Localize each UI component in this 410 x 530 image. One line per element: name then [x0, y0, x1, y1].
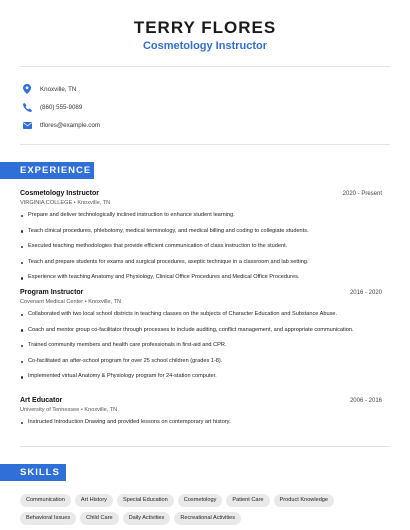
job-location: Knoxville, TN [88, 299, 122, 305]
job-bullet: Instructed Introduction Drawing and provided lessons on contemporary art history. [20, 419, 382, 427]
contact-phone [22, 100, 82, 114]
location-pin-icon [22, 84, 32, 94]
skill-pill: Special Education [117, 494, 174, 507]
job-bullet: Implemented virtual Anatomy & Physiology program for 24-station computer. [20, 373, 382, 381]
job-bullet: Teach clinical procedures, phlebotomy, medical terminology, and medical billing and coding to collegiate students. [20, 228, 382, 236]
skill-pill: Art History [75, 494, 113, 507]
job-bullet: Collaborated with two local school districts in teaching classes on the subjects of Character Education and Substance Abuse. [20, 311, 382, 319]
job-org: Covenant Medical Center [20, 299, 84, 305]
contact-email-text[interactable]: tflores@example.com [40, 121, 100, 129]
skill-pill: Recreational Activities [174, 512, 241, 525]
job-dates: 2020 - Present [342, 191, 382, 197]
separator-dot: • [73, 200, 78, 206]
skill-pill: Behavioral Issues [20, 512, 76, 525]
job-title: Cosmetology Instructor [20, 190, 99, 197]
contact-phone-text: (860) 555-9089 [40, 103, 83, 111]
job-bullets [20, 311, 382, 381]
job-dates: 2016 - 2020 [349, 290, 382, 296]
skill-pill: Daily Activities [123, 512, 171, 525]
job-bullet: Trained community members and health care professionals in first-aid and CPR. [20, 342, 382, 350]
job-bullet: Coach and mentor group co-facilitator through processes to include auditing, conflict management, and appropriate communication. [20, 327, 382, 335]
job-bullet: Co-facilitated an after-school program for over 25 school children (grades 1-8). [20, 358, 382, 366]
skill-pill: Product Knowledge [274, 494, 335, 507]
email-icon [22, 120, 32, 130]
job-org-line [20, 407, 382, 416]
job-title: Program Instructor [20, 289, 84, 296]
skill-pill: Child Care [80, 512, 118, 525]
separator-dot: • [80, 407, 85, 413]
contact-email[interactable] [22, 118, 100, 132]
contact-location [22, 82, 76, 96]
separator-dot: • [84, 299, 89, 305]
job-location: Knoxville, TN [84, 407, 118, 413]
job-bullet: Prepare and deliver technologically inclined instruction to enhance student learning. [20, 212, 382, 220]
job-org-line [20, 299, 382, 308]
candidate-name: TERRY FLORES [133, 18, 277, 37]
job-bullets [20, 419, 382, 427]
experience-heading: EXPERIENCE [0, 162, 94, 179]
candidate-title: Cosmetology Instructor [142, 40, 268, 52]
job-dates: 2006 - 2016 [349, 398, 382, 404]
job-bullet: Experience with teaching Anatomy and Physiology, Clinical Office Procedures and Medical Office Procedures. [20, 274, 382, 282]
experience-entry [20, 397, 382, 435]
header-divider [20, 66, 390, 67]
experience-divider [20, 446, 390, 447]
contact-divider [20, 144, 390, 145]
contact-location-text: Knoxville, TN [40, 85, 77, 93]
job-org-line [20, 200, 382, 209]
job-bullet: Executed teaching methodologies that provide efficient communication of class instruction to the student. [20, 243, 382, 251]
skill-pill: Patient Care [226, 494, 269, 507]
skill-pill: Communication [20, 494, 71, 507]
job-location: Knoxville, TN [77, 200, 111, 206]
job-title: Art Educator [20, 397, 63, 404]
job-bullet: Teach and prepare students for exams and surgical procedures, aseptic technique in a classroom and lab setting. [20, 259, 382, 267]
experience-entry [20, 190, 382, 290]
job-org: University of Tennessee [20, 407, 80, 413]
skills-heading: SKILLS [0, 464, 66, 481]
skills-list [20, 494, 390, 525]
job-org: VIRGINIA COLLEGE [20, 200, 73, 206]
job-bullets [20, 212, 382, 282]
skill-pill: Cosmetology [178, 494, 223, 507]
experience-entry [20, 289, 382, 389]
phone-icon [22, 102, 32, 112]
